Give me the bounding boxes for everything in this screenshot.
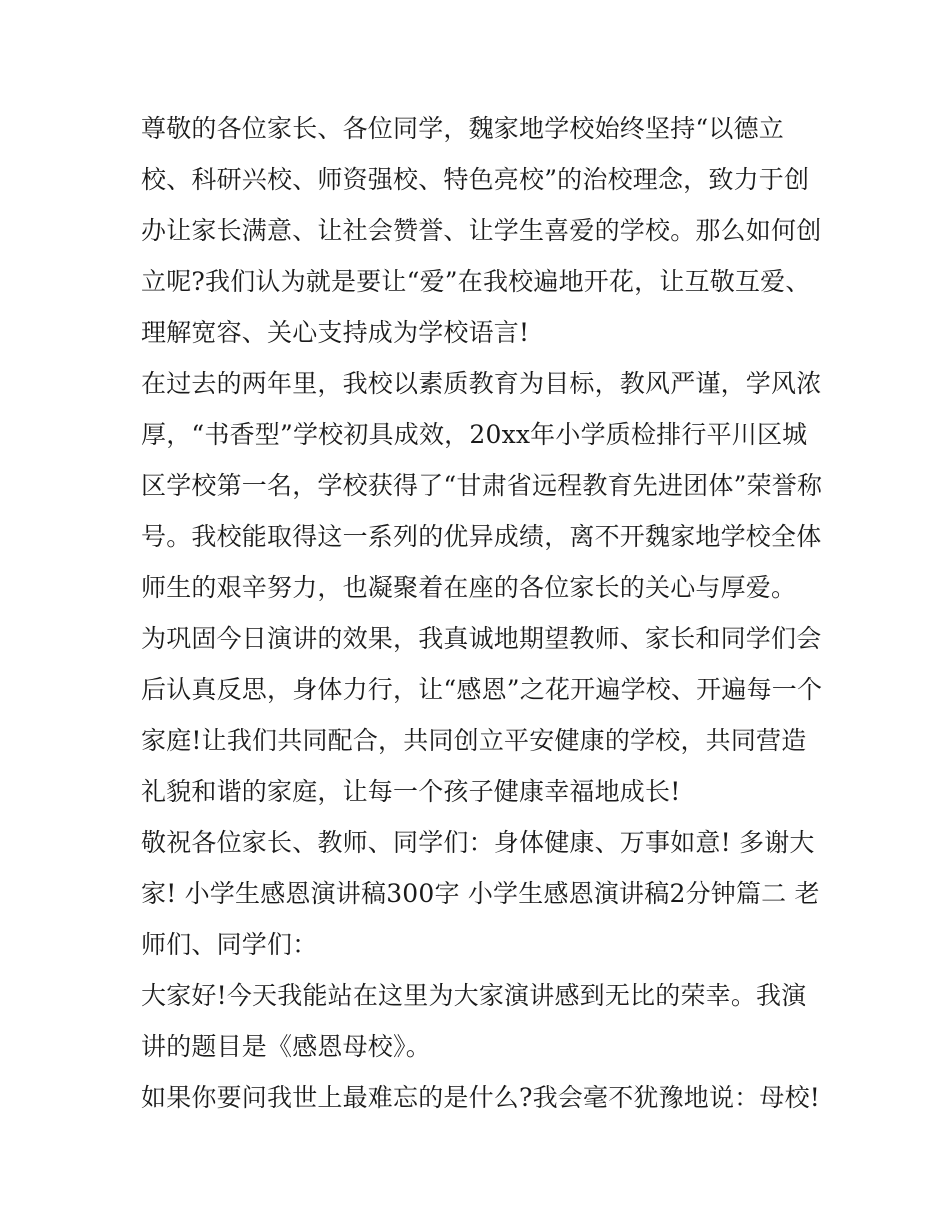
text-line: 家庭!让我们共同配合，共同创立平安健康的学校，共同营造	[141, 726, 807, 755]
text-line: 办让家长满意、让社会赞誉、让学生喜爱的学校。那么如何创	[141, 216, 822, 245]
text-line: 区学校第一名，学校获得了“甘肃省远程教育先进团体”荣誉称	[141, 471, 823, 500]
text-line: 厚，“书香型”学校初具成效，20xx年小学质检排行平川区城	[141, 420, 808, 449]
text-line: 校、科研兴校、师资强校、特色亮校”的治校理念，致力于创	[141, 165, 810, 194]
text-line: 为巩固今日演讲的效果，我真诚地期望教师、家长和同学们会	[141, 624, 822, 653]
text-line: 师生的艰辛努力，也凝聚着在座的各位家长的关心与厚爱。	[141, 573, 797, 602]
text-line: 如果你要问我世上最难忘的是什么?我会毫不犹豫地说：母校!	[141, 1083, 821, 1112]
text-line: 讲的题目是《感恩母校》。	[141, 1032, 431, 1061]
text-line: 师们、同学们：	[141, 930, 318, 959]
text-line: 理解宽容、关心支持成为学校语言!	[141, 318, 530, 347]
text-line: 在过去的两年里，我校以素质教育为目标，教风严谨，学风浓	[141, 369, 822, 398]
text-line: 礼貌和谐的家庭，让每一个孩子健康幸福地成长!	[141, 777, 681, 806]
text-line: 大家好!今天我能站在这里为大家演讲感到无比的荣幸。我演	[141, 981, 807, 1010]
text-line: 家! 小学生感恩演讲稿300字 小学生感恩演讲稿2分钟篇二 老	[141, 879, 820, 908]
text-line: 号。我校能取得这一系列的优异成绩，离不开魏家地学校全体	[141, 522, 822, 551]
text-line: 立呢?我们认为就是要让“爱”在我校遍地开花，让互敬互爱、	[141, 267, 811, 296]
text-line: 尊敬的各位家长、各位同学，魏家地学校始终坚持“以德立	[141, 114, 784, 143]
text-line: 后认真反思，身体力行，让“感恩”之花开遍学校、开遍每一个	[141, 675, 823, 704]
text-line: 敬祝各位家长、教师、同学们：身体健康、万事如意! 多谢大	[141, 828, 815, 857]
